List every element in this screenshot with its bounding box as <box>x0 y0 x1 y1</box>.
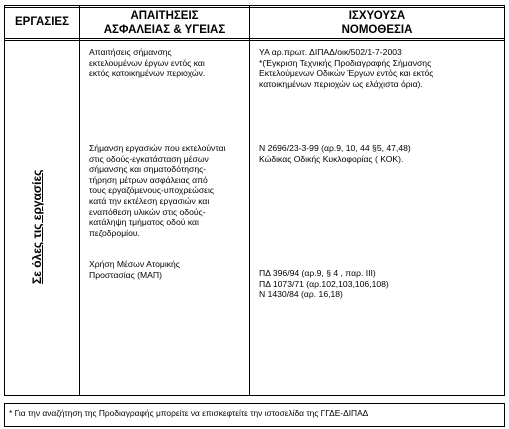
column-divider-2 <box>249 5 250 396</box>
footnote-text: * Για την αναζήτηση της Προδιαγραφής μπορείτε να επισκεφτείτε την ιστοσελίδα της ΓΓΔΕ-ΔΙΠΑΔ <box>9 408 369 418</box>
header-requirements <box>80 9 249 37</box>
header-requirements-line2: ΑΣΦΑΛΕΙΑΣ & ΥΓΕΙΑΣ <box>103 24 226 36</box>
legislation-row-2: Ν 2696/23-3-99 (αρ.9, 10, 44 §5, 47,48) Κώδικας Οδικής Κυκλοφορίας ( ΚΟΚ). <box>259 143 411 164</box>
header-legislation-line1: ΙΣΧΥΟΥΣΑ <box>348 10 406 22</box>
header-works: ΕΡΓΑΣΙΕΣ <box>15 16 69 28</box>
column-divider-1 <box>79 5 80 396</box>
header-legislation <box>250 9 504 37</box>
legislation-row-1: ΥΑ αρ.πρωτ. ΔΙΠΑΔ/οικ/502/1-7-2003 *(Έγκριση Τεχνικής Προδιαγραφής Σήμανσης Εκτελούμενων Οδικών Έργων εντός και εκτός κατοικημένων περιοχών ως ελάχιστα όρια). <box>259 47 434 89</box>
requirement-row-3: Χρήση Μέσων Ατομικής Προστασίας (ΜΑΠ) <box>89 259 180 280</box>
legislation-row-3: ΠΔ 396/94 (αρ.9, § 4 , παρ. ΙΙΙ) ΠΔ 1073/71 (αρ.102,103,106,108) Ν 1430/84 (αρ. 16,18) <box>259 268 389 300</box>
header-legislation-line2: ΝΟΜΟΘΕΣΙΑ <box>341 24 413 36</box>
works-label: Σε όλες τις εργασίες <box>30 169 44 284</box>
footnote-box <box>4 403 505 427</box>
requirement-row-2: Σήμανση εργασιών που εκτελούνται στις οδούς-εγκατάσταση μέσων σήμανσης και σηματοδότησης- τήρηση μέτρων ασφάλειας από τους εργαζόμενους-υποχρεώσεις κατά την εκτέλεση εργασιών και εναπόθεση υλικών στις οδούς- κατάληψη τμήματος οδού και πεζοδρομίου. <box>89 143 226 238</box>
table-border-right <box>504 5 505 396</box>
header-requirements-line1: ΑΠΑΙΤΗΣΕΙΣ <box>130 10 199 22</box>
table-border-left <box>4 5 5 396</box>
requirement-row-1: Απαιτήσεις σήμανσης εκτελουμένων έργων εντός και εκτός κατοικημένων περιοχών. <box>89 47 206 79</box>
